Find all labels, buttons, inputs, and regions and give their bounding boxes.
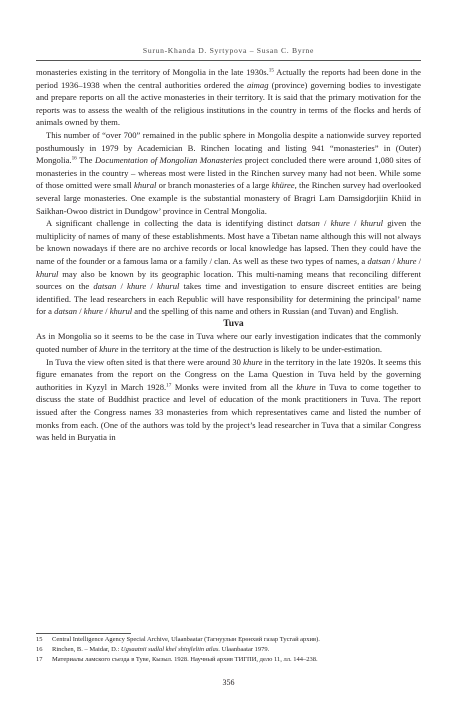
paragraph-5: In Tuva the view often sited is that there were around 30 khure in the territory in the late 1920s. It seems this figure emanates from the report on the Congress on the Lama Question in Tuva held by the governing authorities in Kyzyl in March 1928.17 Monks were invited from all the khure in Tuva to come together to discuss the state of Buddhist practice and level of education of the monk practitioners in Tuva. The report issued after the Congress names 33 monasteries from which representatives came and listed the number of monks from each. (One of the authors was told by the project’s lead researcher in Tuva that a similar Congress was held in Buryatia in [36, 356, 421, 443]
header-rule [36, 60, 421, 61]
footnote-number: 16 [36, 646, 43, 653]
footnote-ref-16[interactable]: 16 [71, 155, 77, 162]
footnote-ref-15[interactable]: 15 [268, 67, 274, 74]
footnotes [36, 635, 421, 665]
paragraph-1: monasteries existing in the territory of Mongolia in the late 1930s.$^{15}$ Actually the reports had been done in the period 1936–1938 when the central authorities ordered the aimag (province) governing bodies to investigate and prepare reports on all the active monasteries in their territory. It is said that the primary motivation for the reports was to assess the wealth of the religious institutions in the country in terms of the flocks and herds of animals owned by them. [36, 67, 422, 128]
footnote-number: 15 [36, 636, 43, 643]
footnote-text: Материалы ламского съезда в Туве, Кызыл. 1928. Научный архив ТИГПИ, дело 11, лл. 144–238. [52, 656, 318, 663]
page-number: 356 [222, 678, 235, 687]
footnote-text: Central Intelligence Agency Special Archive, Ulaanbaatar (Тагнуулын Ерөнхий газар Тусгай архив). [52, 636, 320, 643]
section-title: Tuva [223, 317, 244, 329]
paragraph-2: This number of “over 700” remained in the public sphere in Mongolia despite a nationwide survey reported posthumously in 1979 by Academician B. Rinchen locating and listing 941 “monasteries” in (Outer) Mongolia.$^{16}$ The Documentation of Mongolian Monasteries project concluded there were around 1,080 sites of monasteries in the country – whereas most were listed in the Rinchen survey many had not been. While some of those omitted were small khural or branch monasteries of a large khüree, the Rinchen survey had overlooked several large monasteries. One example is the substantial monastery of Bragri Lam Damsigdorjiin Khiid in Saikhan-Owoo district in Dundgow’ province in Central Mongolia. [36, 129, 421, 216]
paragraph-3: A significant challenge in collecting the data is identifying distinct datsan / khure / khurul given the multiplicity of names of many of these establishments. Most have a Tibetan name although this will not always be known nowadays if there are no archive records or local knowledge has lapsed. Then they could have the name of the founder or a famous lama or a family / clan. As well as these two types of names, a datsan / khure / khurul may also be known by its geographic location. This multi-naming means that reconciling different sources on the datsan / khure / khurul takes time and investigation to ensure discreet entities are being identified. The lead researchers in each Republic will have responsibility for determining the principal’ name for a datsan / khure / khurul and the spelling of this name and others in Russian (and Tuvan) and English. [36, 218, 422, 317]
running-head: Surun-Khanda D. Syrtypova – Susan C. Byrne [142, 46, 315, 55]
body-text [36, 66, 421, 444]
footnote-number: 17 [36, 656, 43, 663]
footnote-17 [36, 655, 421, 665]
footnote-rule [36, 633, 131, 634]
footnote-ref-17[interactable]: 17 [166, 382, 172, 389]
footnote-15 [36, 635, 421, 645]
footnote-16: 16 Rinchen, B. – Maidar, D.: Ugsaatnii sudlal khel shinjleliin atlas. Ulaanbaatar 1979. [36, 646, 270, 653]
paragraph-4: As in Mongolia so it seems to be the case in Tuva where our early investigation indicates that the commonly quoted number of khure in the territory at the time of the destruction is likely to be under-estimation. [36, 331, 421, 355]
